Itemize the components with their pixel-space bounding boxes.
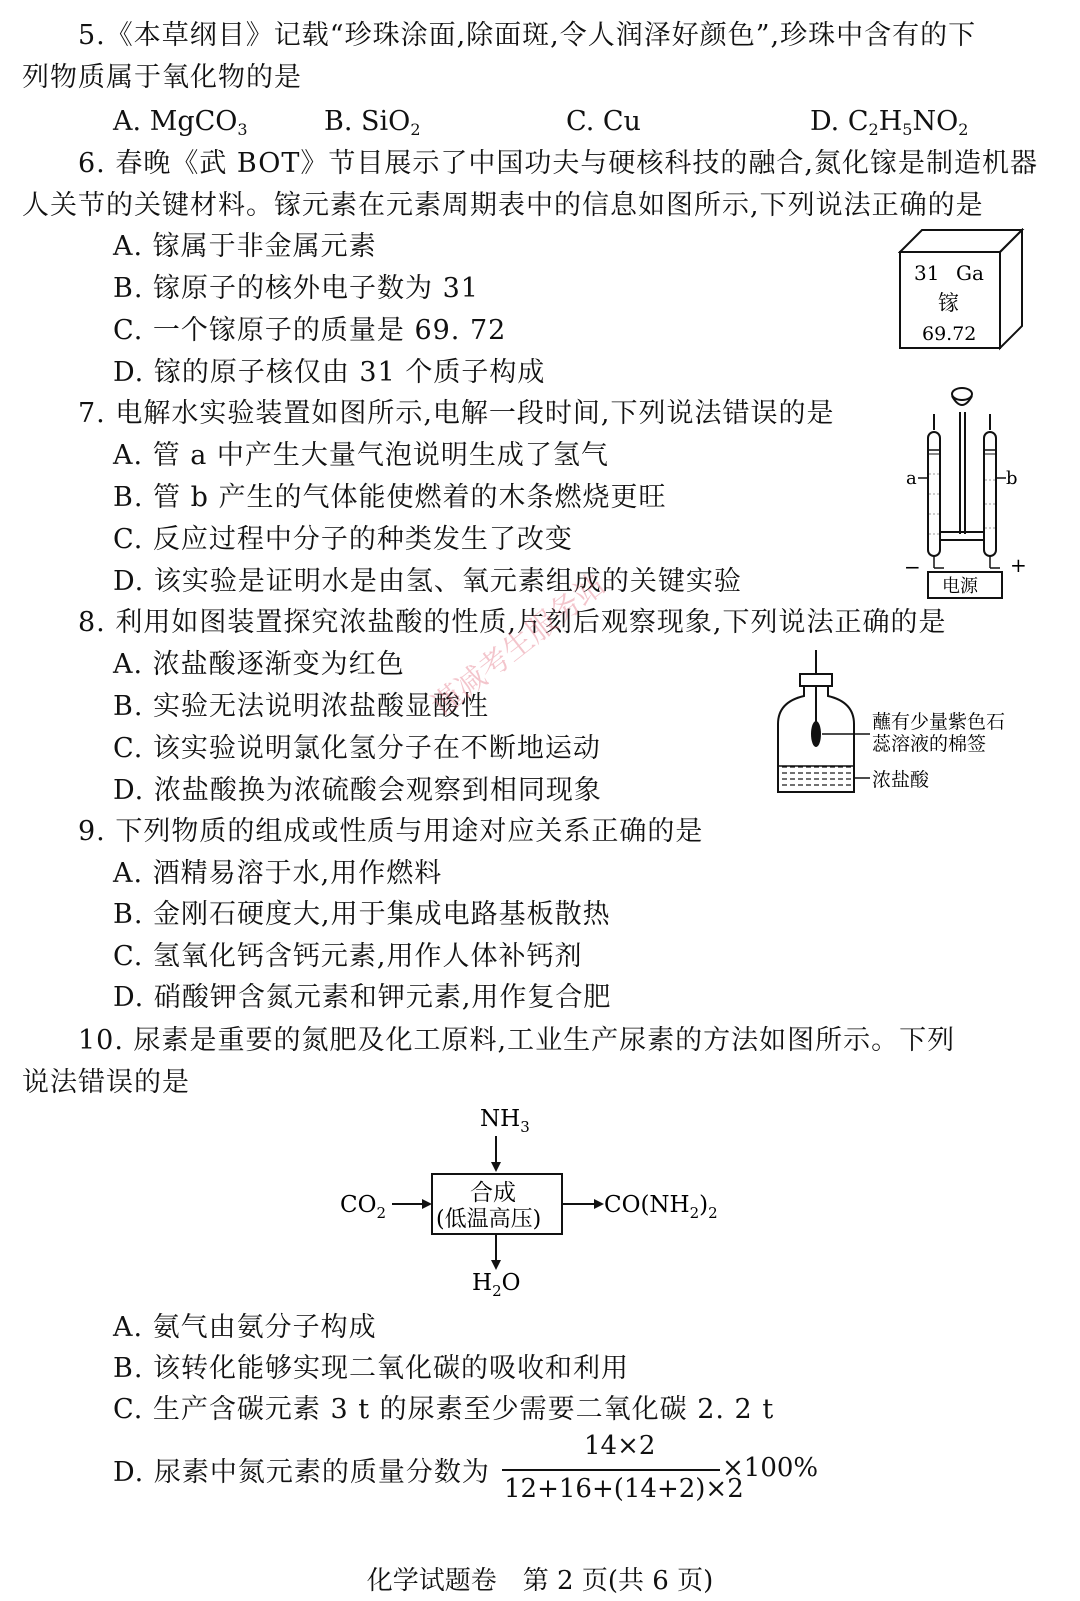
q10-option-b: B. 该转化能够实现二氧化碳的吸收和利用	[113, 1353, 630, 1384]
gallium-element-card	[898, 228, 1026, 352]
swab-label-line1: 蘸有少量紫色石	[872, 711, 1006, 733]
fraction-numerator: 14×2	[584, 1431, 656, 1461]
q6-option-a: A. 镓属于非金属元素	[113, 231, 377, 262]
q5-stem-line2: 列物质属于氧化物的是	[22, 62, 302, 93]
q8-option-c: C. 该实验说明氯化氢分子在不断地运动	[113, 733, 601, 764]
q9-stem: 9. 下列物质的组成或性质与用途对应关系正确的是	[78, 816, 704, 847]
q6-option-c: C. 一个镓原子的质量是 69. 72	[113, 315, 507, 346]
power-supply-label: 电源	[942, 576, 978, 597]
q5-option-b: B. SiO$_2$	[324, 106, 421, 139]
element-mass: 69.72	[922, 323, 977, 345]
flow-output-water: $H_2O$	[472, 1270, 521, 1300]
element-name: 镓	[938, 291, 959, 315]
watermark: 谨减考生服务站	[424, 567, 612, 724]
swab-label-line2: 蕊溶液的棉签	[872, 733, 987, 755]
flow-input-nh3: $NH_3$	[480, 1106, 530, 1136]
q10-stem-line2: 说法错误的是	[22, 1067, 190, 1098]
plus-sign: +	[1010, 553, 1027, 577]
urea-synthesis-flowchart	[330, 1100, 730, 1300]
electrolysis-apparatus	[898, 384, 1028, 600]
q8-option-d: D. 浓盐酸换为浓硫酸会观察到相同现象	[113, 775, 602, 806]
q6-stem-line1: 6. 春晚《武 BOT》节目展示了中国功夫与硬核科技的融合,氮化镓是制造机器	[78, 148, 1038, 179]
synthesis-condition: (低温高压)	[436, 1207, 542, 1232]
fraction-bar	[502, 1469, 720, 1471]
q7-stem: 7. 电解水实验装置如图所示,电解一段时间,下列说法错误的是	[78, 398, 835, 429]
element-symbol: Ga	[956, 261, 984, 285]
tube-b-label: b	[1006, 468, 1018, 489]
page-footer: 化学试题卷 第 2 页(共 6 页)	[366, 1566, 714, 1596]
q8-option-b: B. 实验无法说明浓盐酸显酸性	[113, 691, 490, 722]
q6-stem-line2: 人关节的关键材料。镓元素在元素周期表中的信息如图所示,下列说法正确的是	[22, 190, 984, 221]
hydrochloric-acid-bottle	[774, 650, 1030, 798]
element-number: 31	[914, 261, 940, 285]
acid-label: 浓盐酸	[872, 769, 930, 791]
q5-stem-line1: 5.《本草纲目》记载“珍珠涂面,除面斑,令人润泽好颜色”,珍珠中含有的下	[78, 20, 977, 51]
q5-option-d: D. $C_2H_5NO_2$	[810, 106, 969, 139]
q9-option-b: B. 金刚石硬度大,用于集成电路基板散热	[113, 899, 611, 930]
q7-option-d: D. 该实验是证明水是由氢、氧元素组成的关键实验	[113, 566, 742, 597]
q9-option-c: C. 氢氧化钙含钙元素,用作人体补钙剂	[113, 941, 583, 972]
q7-option-a: A. 管 a 中产生大量气泡说明生成了氢气	[113, 440, 609, 471]
fraction-suffix: ×100%	[722, 1453, 819, 1483]
q5-option-c: C. Cu	[566, 106, 641, 137]
synthesis-label: 合成	[470, 1180, 516, 1206]
q6-option-b: B. 镓原子的核外电子数为 31	[113, 273, 479, 304]
q7-option-b: B. 管 b 产生的气体能使燃着的木条燃烧更旺	[113, 482, 667, 513]
q10-stem-line1: 10. 尿素是重要的氮肥及化工原料,工业生产尿素的方法如图所示。下列	[78, 1025, 956, 1056]
q9-option-d: D. 硝酸钾含氮元素和钾元素,用作复合肥	[113, 982, 612, 1013]
q7-option-c: C. 反应过程中分子的种类发生了改变	[113, 524, 573, 555]
q10-option-c: C. 生产含碳元素 3 t 的尿素至少需要二氧化碳 2. 2 t	[113, 1394, 775, 1425]
flow-input-co2: $CO_2$	[340, 1192, 387, 1222]
flow-output-urea: $CO(NH_2)_2$	[604, 1192, 718, 1222]
q5-option-a: A. MgCO$_3$	[113, 106, 248, 139]
q10-option-d-prefix: D. 尿素中氮元素的质量分数为	[113, 1457, 490, 1488]
minus-sign: −	[904, 555, 921, 579]
q6-option-d: D. 镓的原子核仅由 31 个质子构成	[113, 357, 546, 388]
tube-a-label: a	[906, 468, 917, 489]
q8-stem: 8. 利用如图装置探究浓盐酸的性质,片刻后观察现象,下列说法正确的是	[78, 607, 947, 638]
fraction-denominator: 12+16+(14+2)×2	[504, 1474, 744, 1504]
q10-option-a: A. 氨气由氨分子构成	[113, 1312, 377, 1343]
q8-option-a: A. 浓盐酸逐渐变为红色	[113, 649, 405, 680]
q9-option-a: A. 酒精易溶于水,用作燃料	[113, 858, 443, 889]
